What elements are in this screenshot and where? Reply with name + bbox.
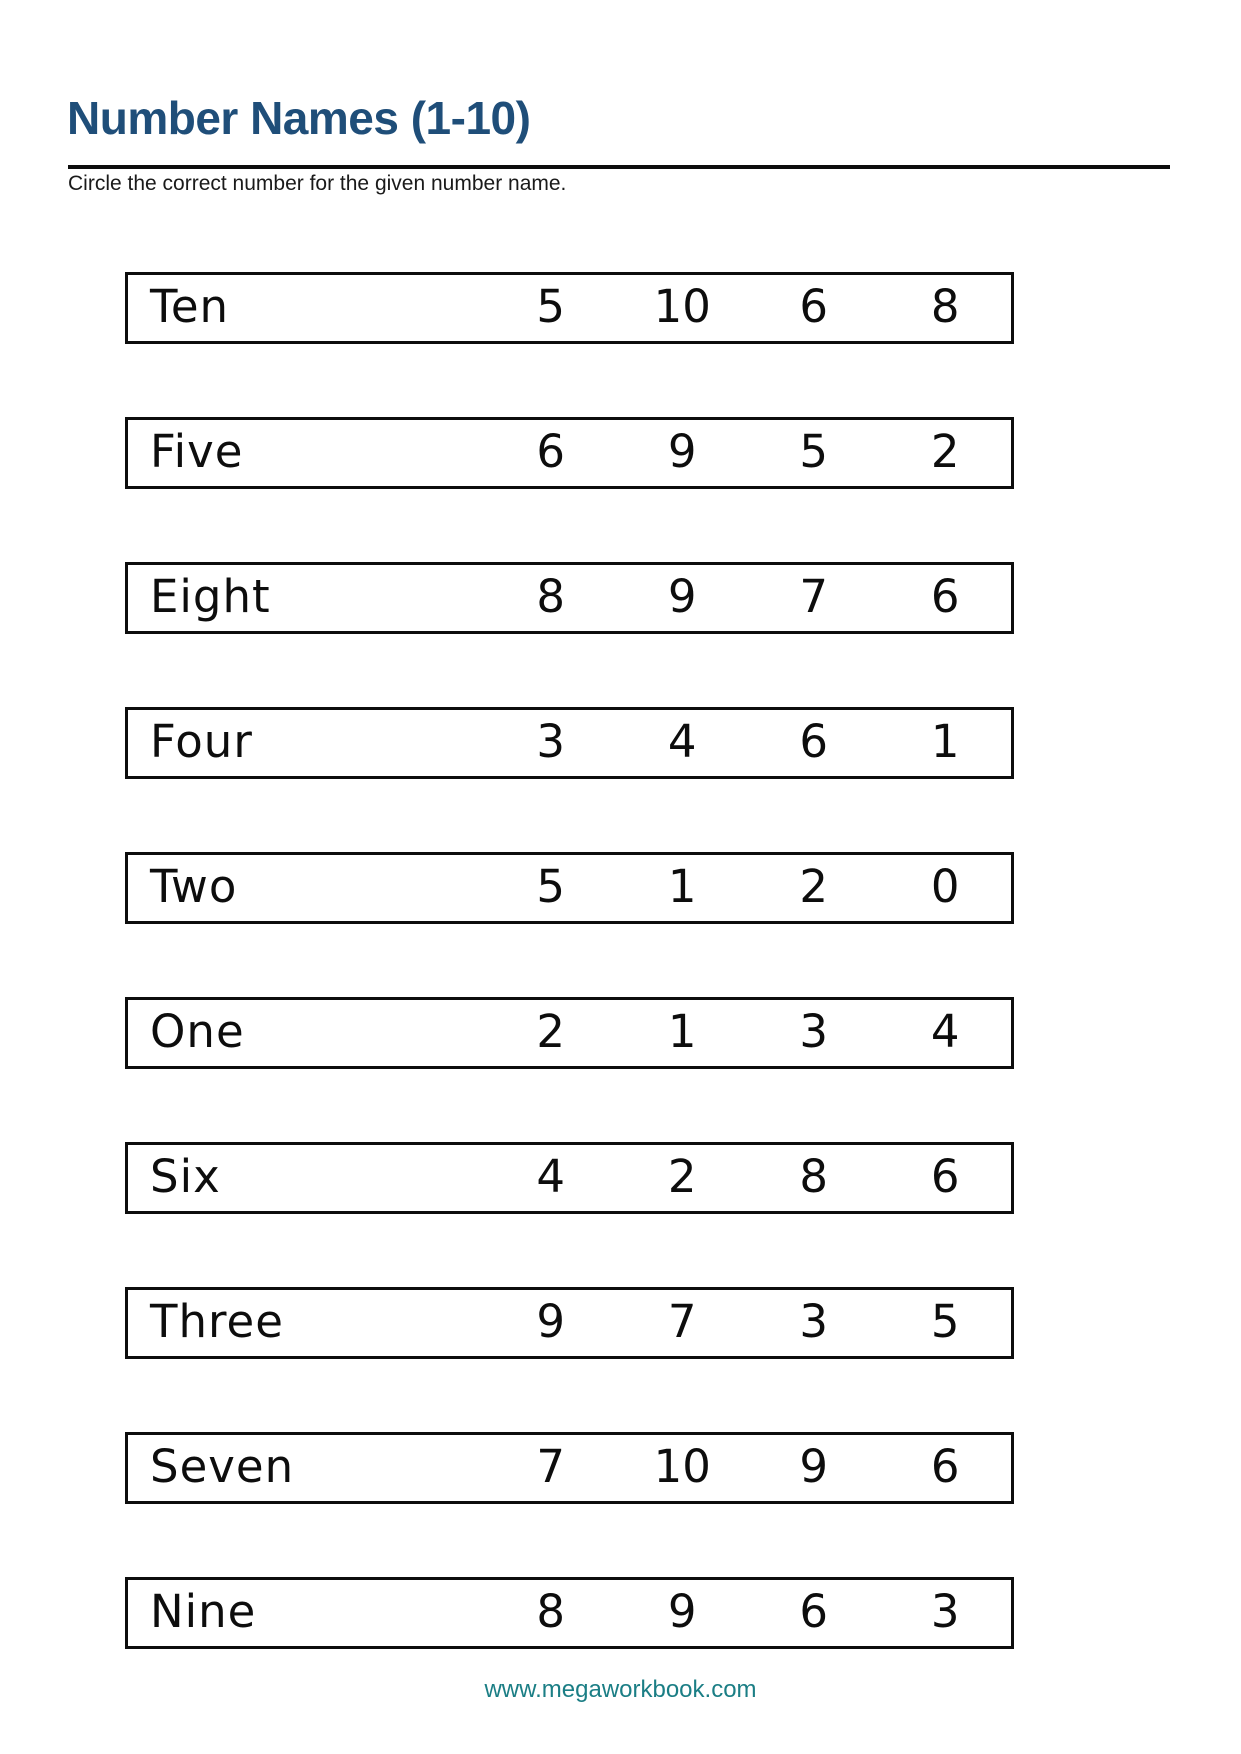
answer-option[interactable]: 1 (667, 1004, 697, 1058)
answer-option[interactable]: 4 (536, 1149, 566, 1203)
number-name-label: Four (150, 714, 253, 768)
answer-option[interactable]: 1 (930, 714, 960, 768)
number-name-label: Eight (150, 569, 271, 623)
answer-option[interactable]: 2 (799, 859, 829, 913)
number-name-label: Two (150, 859, 238, 913)
answer-option[interactable]: 7 (536, 1439, 566, 1493)
answer-options (485, 710, 1011, 776)
answer-option[interactable]: 9 (536, 1294, 566, 1348)
answer-option[interactable]: 9 (799, 1439, 829, 1493)
question-rows (125, 272, 1014, 1649)
answer-option[interactable]: 1 (667, 859, 697, 913)
answer-option[interactable]: 7 (667, 1294, 697, 1348)
answer-option[interactable]: 10 (653, 279, 711, 333)
question-row (125, 272, 1014, 344)
number-name-label: Five (150, 424, 244, 478)
question-row (125, 417, 1014, 489)
answer-options (485, 1290, 1011, 1356)
answer-options (485, 1000, 1011, 1066)
answer-options (485, 1435, 1011, 1501)
answer-option[interactable]: 6 (799, 1584, 829, 1638)
number-name-label: Ten (150, 279, 230, 333)
answer-option[interactable]: 2 (667, 1149, 697, 1203)
answer-option[interactable]: 7 (799, 569, 829, 623)
answer-option[interactable]: 6 (930, 1149, 960, 1203)
number-name-label: Three (150, 1294, 284, 1348)
answer-option[interactable]: 8 (930, 279, 960, 333)
answer-option[interactable]: 2 (930, 424, 960, 478)
answer-options (485, 275, 1011, 341)
answer-option[interactable]: 8 (536, 569, 566, 623)
answer-options (485, 565, 1011, 631)
answer-option[interactable]: 6 (930, 1439, 960, 1493)
footer-website-url: www.megaworkbook.com (484, 1676, 757, 1703)
question-row (125, 1287, 1014, 1359)
number-name-label: Six (150, 1149, 221, 1203)
answer-option[interactable]: 8 (536, 1584, 566, 1638)
question-row (125, 1577, 1014, 1649)
answer-option[interactable]: 5 (536, 859, 566, 913)
answer-option[interactable]: 9 (667, 569, 697, 623)
number-name-label: One (150, 1004, 245, 1058)
answer-option[interactable]: 6 (930, 569, 960, 623)
answer-option[interactable]: 5 (799, 424, 829, 478)
answer-option[interactable]: 3 (799, 1004, 829, 1058)
answer-option[interactable]: 8 (799, 1149, 829, 1203)
question-row (125, 707, 1014, 779)
number-name-label: Seven (150, 1439, 295, 1493)
answer-option[interactable]: 9 (667, 424, 697, 478)
answer-option[interactable]: 6 (799, 279, 829, 333)
answer-options (485, 1145, 1011, 1211)
answer-option[interactable]: 3 (930, 1584, 960, 1638)
page-title: Number Names (1-10) (67, 91, 531, 144)
answer-option[interactable]: 3 (799, 1294, 829, 1348)
answer-option[interactable]: 5 (930, 1294, 960, 1348)
question-row (125, 562, 1014, 634)
question-row (125, 1432, 1014, 1504)
answer-options (485, 855, 1011, 921)
answer-option[interactable]: 9 (667, 1584, 697, 1638)
question-row (125, 852, 1014, 924)
question-row (125, 997, 1014, 1069)
number-name-label: Nine (150, 1584, 257, 1638)
answer-option[interactable]: 10 (653, 1439, 711, 1493)
answer-option[interactable]: 4 (930, 1004, 960, 1058)
answer-option[interactable]: 3 (536, 714, 566, 768)
answer-option[interactable]: 5 (536, 279, 566, 333)
answer-options (485, 1580, 1011, 1646)
answer-option[interactable]: 4 (667, 714, 697, 768)
title-divider-line (68, 165, 1170, 169)
worksheet-instruction: Circle the correct number for the given number name. (68, 172, 567, 195)
answer-option[interactable]: 6 (799, 714, 829, 768)
answer-options (485, 420, 1011, 486)
answer-option[interactable]: 6 (536, 424, 566, 478)
answer-option[interactable]: 2 (536, 1004, 566, 1058)
question-row (125, 1142, 1014, 1214)
answer-option[interactable]: 0 (930, 859, 960, 913)
